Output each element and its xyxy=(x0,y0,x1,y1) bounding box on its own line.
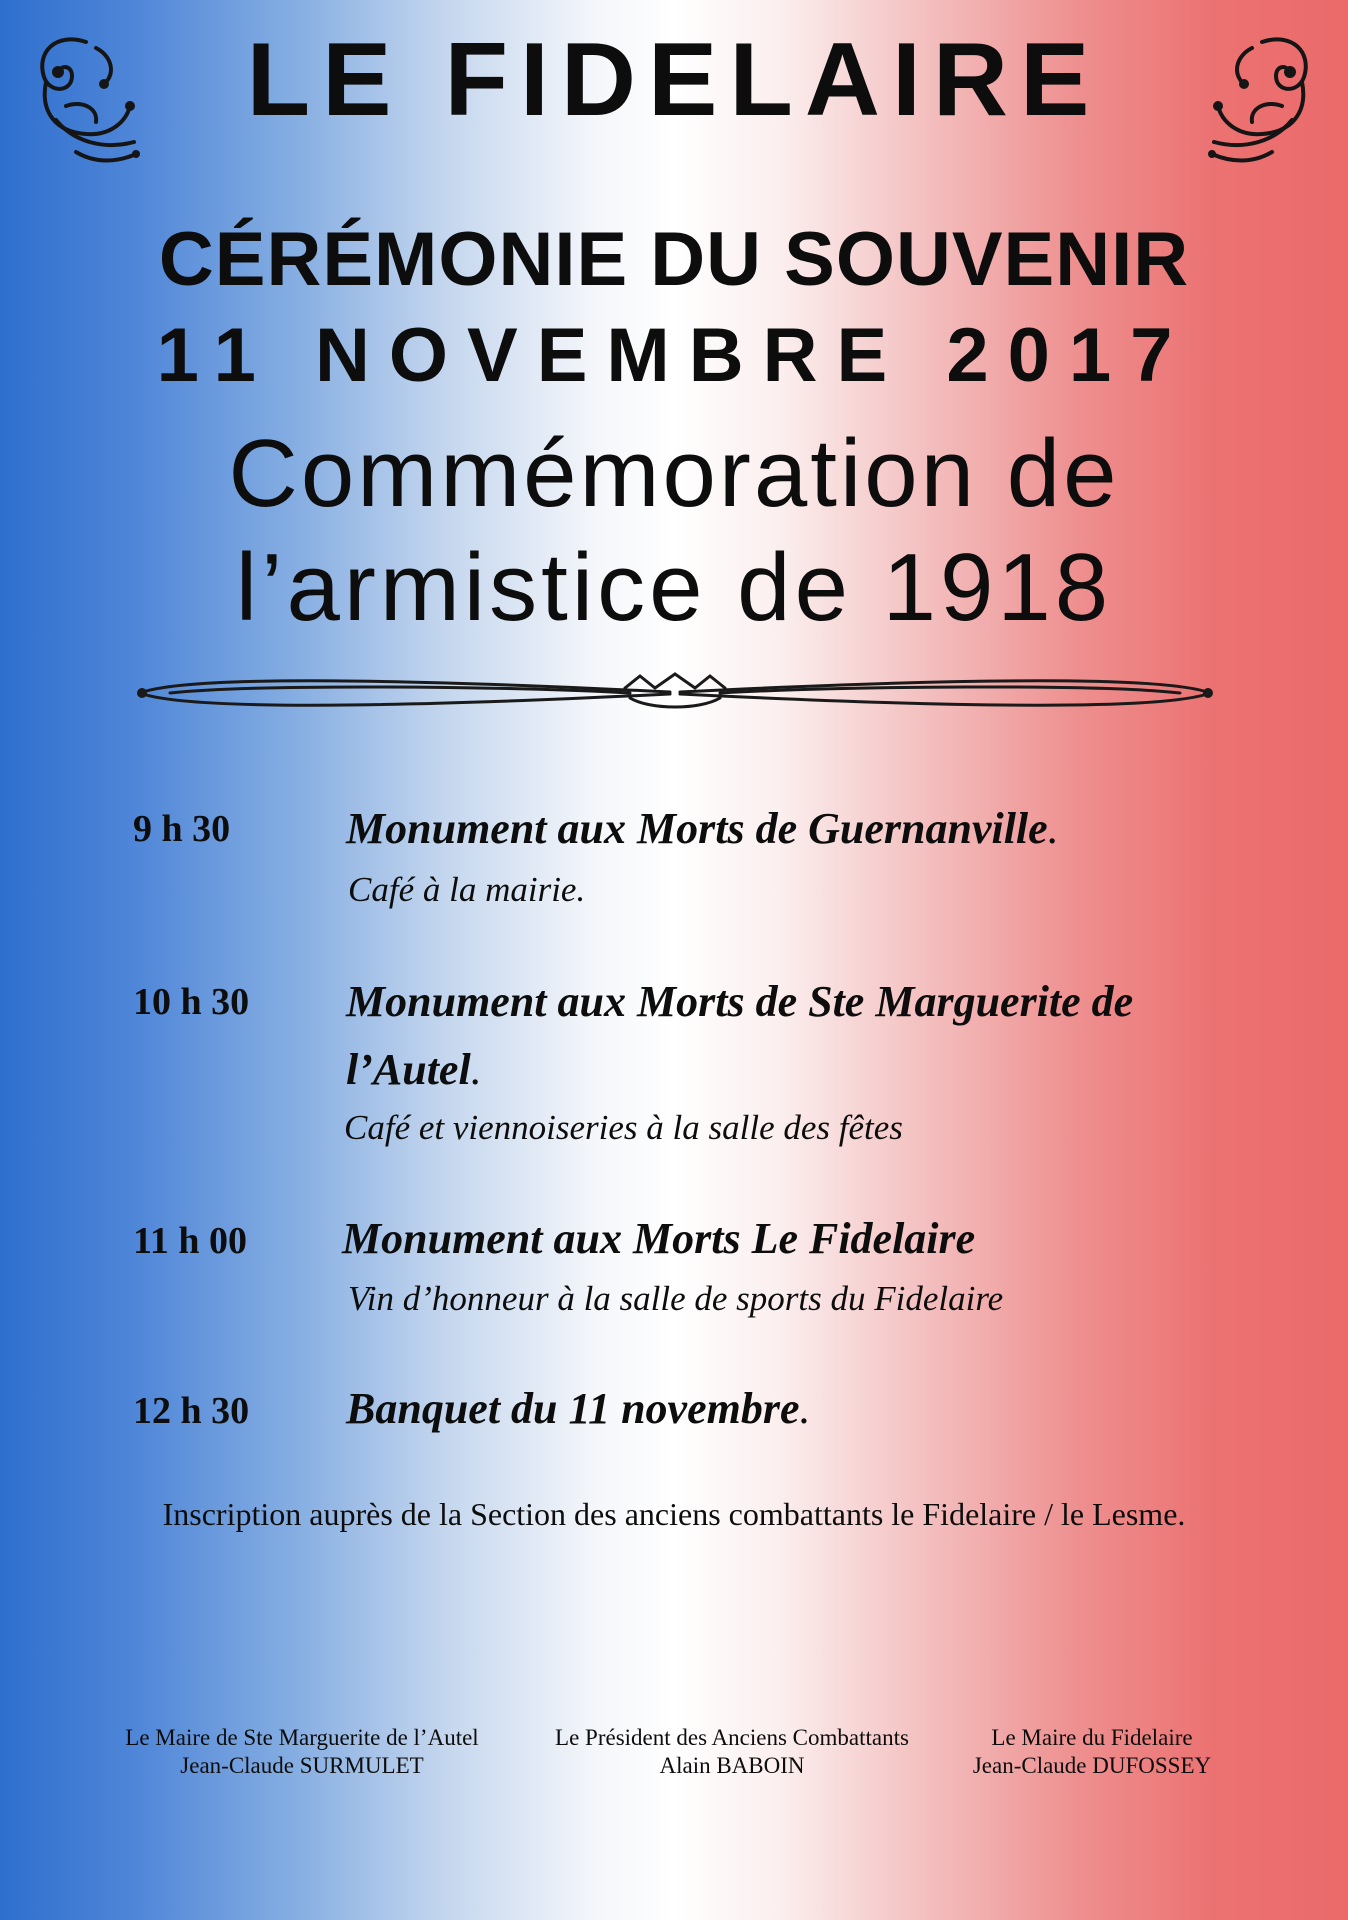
signature-role: Le Maire du Fidelaire xyxy=(991,1725,1193,1750)
headline-armistice: l’armistice de 1918 xyxy=(235,534,1113,641)
event-title-suffix: . xyxy=(1047,804,1059,853)
event-time: 12 h 30 xyxy=(133,1390,250,1432)
event-title xyxy=(346,1375,1246,1443)
event-title-text: Banquet du 11 novembre xyxy=(346,1384,800,1433)
signature-name: Alain BABOIN xyxy=(659,1753,805,1778)
signature-role: Le Président des Anciens Combattants xyxy=(555,1725,909,1750)
headline-ceremony: CÉRÉMONIE DU SOUVENIR xyxy=(158,217,1190,302)
signature-role: Le Maire de Ste Marguerite de l’Autel xyxy=(125,1725,479,1750)
event-title xyxy=(342,1205,1242,1273)
signature-president-veterans xyxy=(522,1724,942,1780)
headline-date: 11 NOVEMBRE 2017 xyxy=(156,313,1192,398)
event-title xyxy=(346,968,1226,1104)
event-title-suffix: . xyxy=(470,1045,482,1094)
signature-mayor-fidelaire xyxy=(912,1724,1272,1780)
event-title xyxy=(346,795,1246,863)
signature-name: Jean-Claude SURMULET xyxy=(180,1753,424,1778)
signature-mayor-ste-marguerite xyxy=(92,1724,512,1780)
inscription-note: Inscription auprès de la Section des anciens combattants le Fidelaire / le Lesme. xyxy=(162,1496,1186,1532)
headline-commemoration: Commémoration de xyxy=(228,420,1120,527)
signature-name: Jean-Claude DUFOSSEY xyxy=(972,1753,1212,1778)
event-title-text: Monument aux Morts de Ste Marguerite de l’Autel xyxy=(346,977,1134,1094)
event-time: 10 h 30 xyxy=(133,981,250,1023)
scroll-divider-icon xyxy=(130,668,1220,718)
event-subtitle: Café à la mairie. xyxy=(348,870,586,909)
event-time: 11 h 00 xyxy=(133,1220,248,1262)
event-title-suffix: . xyxy=(799,1384,811,1433)
event-title-text: Monument aux Morts de Guernanville xyxy=(346,804,1048,853)
event-subtitle: Vin d’honneur à la salle de sports du Fidelaire xyxy=(348,1279,1004,1318)
event-subtitle: Café et viennoiseries à la salle des fêtes xyxy=(344,1108,903,1147)
event-time: 9 h 30 xyxy=(133,808,231,850)
poster-title: LE FIDELAIRE xyxy=(246,22,1102,138)
event-title-text: Monument aux Morts Le Fidelaire xyxy=(342,1214,976,1263)
